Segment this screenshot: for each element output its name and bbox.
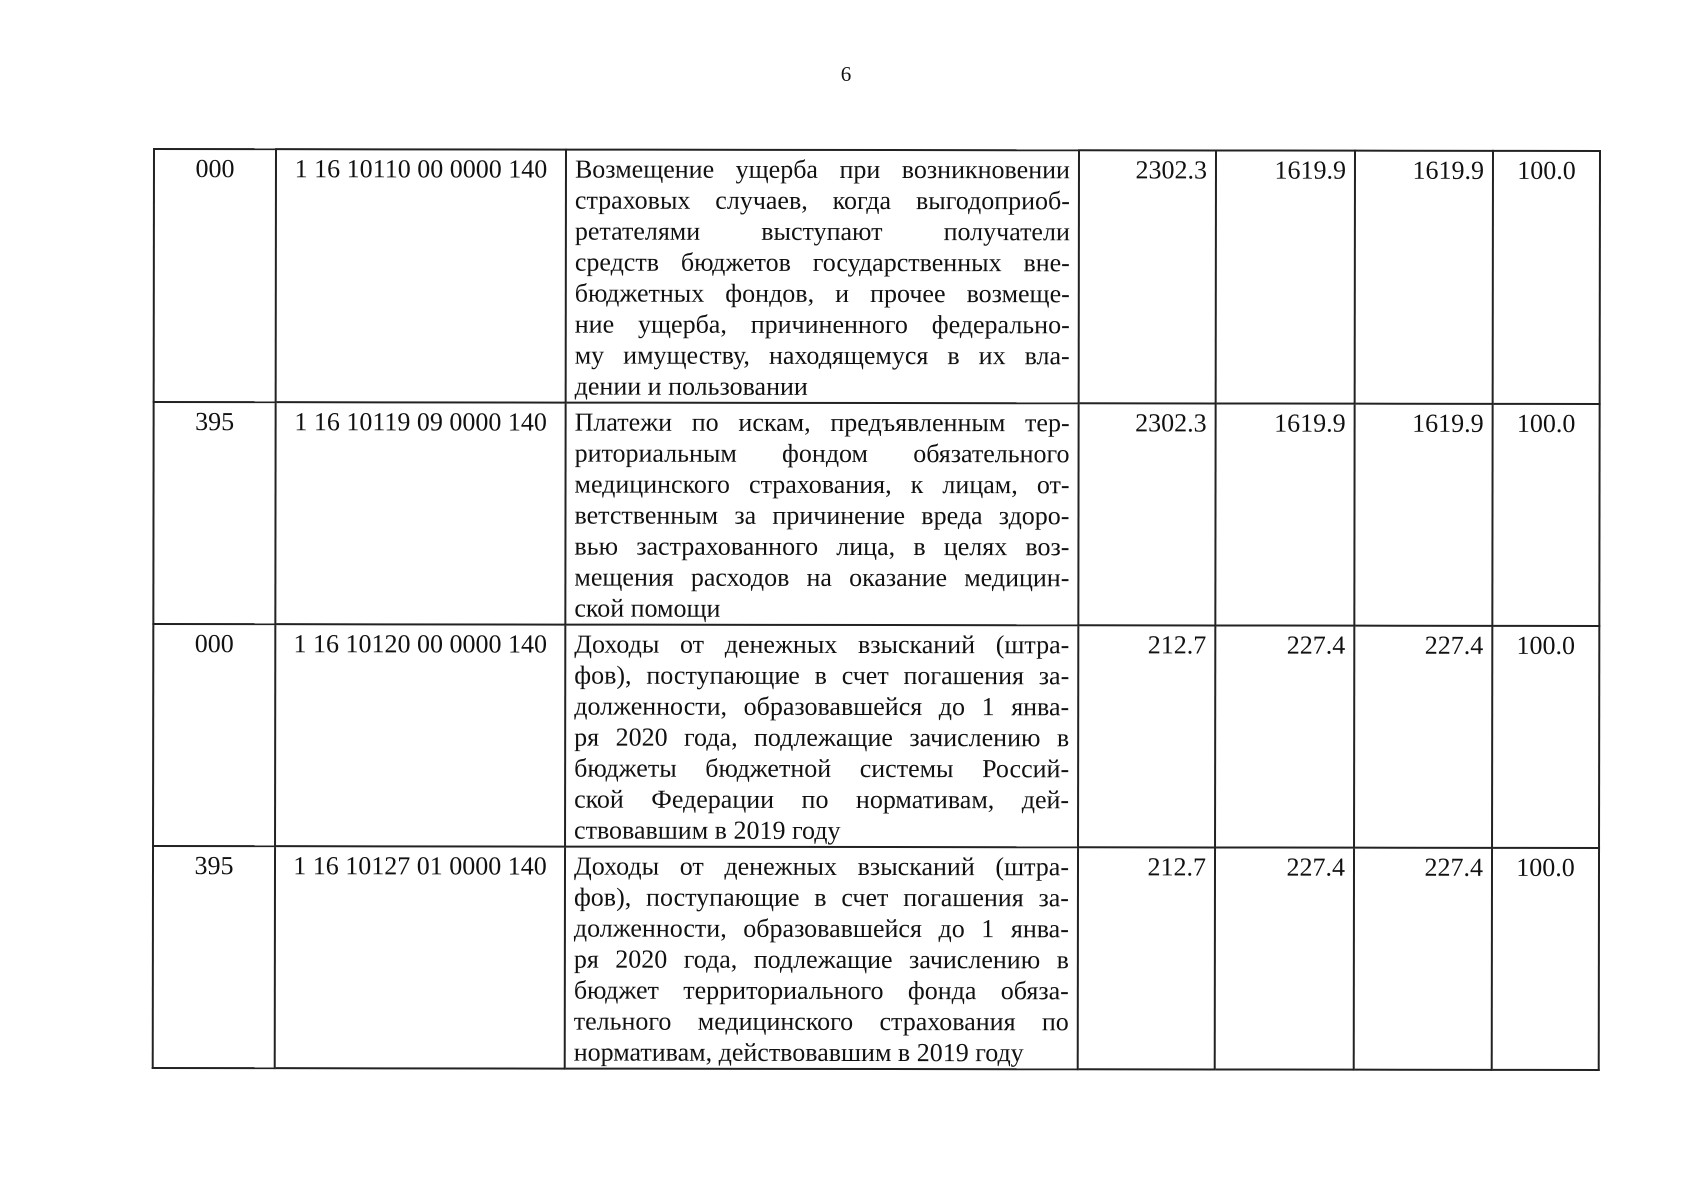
budget-code-cell: 1 16 10127 01 0000 140 [275, 846, 565, 1068]
description-cell [565, 847, 1078, 1070]
plan-value-cell: 212.7 [1078, 847, 1215, 1069]
table-body [153, 149, 1600, 1070]
description-line: дении и пользовании [574, 371, 808, 401]
page-number: 6 [840, 62, 852, 86]
table-row [153, 846, 1599, 1070]
description-line: ветственным за причинение вреда здоро- [574, 500, 1070, 531]
revised-plan-value-cell: 1619.9 [1215, 403, 1354, 625]
actual-value-cell: 227.4 [1354, 848, 1492, 1070]
revised-plan-value-cell: 227.4 [1215, 625, 1354, 847]
admin-code-cell: 395 [153, 402, 275, 624]
description-line: Доходы от денежных взысканий (штра- [573, 851, 1070, 882]
description-line: вью застрахованного лица, в целях воз- [574, 531, 1070, 562]
description-line: мещения расходов на оказание медицин- [574, 562, 1070, 593]
description-line: ретателями выступают получатели [574, 216, 1070, 247]
actual-value-cell: 1619.9 [1355, 151, 1493, 404]
revenue-table [152, 148, 1601, 1071]
description-line: медицинского страхования, к лицам, от- [574, 469, 1070, 500]
description-line: ской Федерации по нормативам, дей- [574, 784, 1070, 815]
description-line: Возмещение ущерба при возникновении [574, 154, 1070, 185]
description-line: бюджеты бюджетной системы Россий- [574, 753, 1070, 784]
description-line: Доходы от денежных взысканий (штра- [574, 629, 1070, 660]
budget-code-cell: 1 16 10110 00 0000 140 [276, 149, 566, 402]
actual-value-cell: 227.4 [1354, 626, 1492, 848]
admin-code-cell: 395 [153, 846, 275, 1068]
description-cell [566, 150, 1079, 404]
description-line: ря 2020 года, подлежащие зачислению в [574, 722, 1070, 753]
revised-plan-value-cell: 227.4 [1215, 847, 1354, 1069]
percent-cell: 100.0 [1492, 404, 1599, 626]
description-line: фов), поступающие в счет погашения за- [573, 882, 1069, 913]
percent-cell: 100.0 [1493, 151, 1600, 404]
description-line: нормативам, действовавшим в 2019 году [573, 1037, 1024, 1068]
description-line: ской помощи [574, 593, 721, 623]
description-line: тельного медицинского страхования по [573, 1006, 1069, 1037]
description-cell [565, 625, 1078, 848]
plan-value-cell: 2302.3 [1078, 403, 1215, 625]
description-line: Платежи по искам, предъявленным тер- [574, 407, 1070, 438]
percent-cell: 100.0 [1492, 848, 1599, 1070]
description-line: ние ущерба, причиненного федерально- [574, 309, 1070, 340]
budget-code-cell: 1 16 10120 00 0000 140 [275, 624, 565, 846]
table-row [154, 149, 1600, 404]
actual-value-cell: 1619.9 [1354, 404, 1492, 626]
description-line: долженности, образовавшейся до 1 янва- [573, 913, 1069, 944]
description-line: му имуществу, находящемуся в их вла- [574, 340, 1070, 371]
description-line: страховых случаев, когда выгодоприоб- [574, 185, 1070, 216]
description-line: ствовавшим в 2019 году [574, 815, 841, 845]
budget-code-cell: 1 16 10119 09 0000 140 [275, 402, 565, 624]
description-line: бюджетных фондов, и прочее возмеще- [574, 278, 1070, 309]
description-line: бюджет территориального фонда обяза- [573, 975, 1069, 1006]
percent-cell: 100.0 [1492, 626, 1599, 848]
admin-code-cell: 000 [154, 149, 276, 402]
admin-code-cell: 000 [153, 624, 275, 846]
description-line: средств бюджетов государственных вне- [574, 247, 1070, 278]
table-row [153, 624, 1599, 848]
plan-value-cell: 2302.3 [1079, 150, 1216, 403]
description-line: фов), поступающие в счет погашения за- [574, 660, 1070, 691]
description-line: долженности, образовавшейся до 1 янва- [574, 691, 1070, 722]
description-line: ря 2020 года, подлежащие зачислению в [573, 944, 1069, 975]
plan-value-cell: 212.7 [1078, 625, 1215, 847]
description-cell [565, 403, 1078, 626]
table-row [153, 402, 1599, 626]
description-line: риториальным фондом обязательного [574, 438, 1070, 469]
revised-plan-value-cell: 1619.9 [1216, 150, 1355, 403]
